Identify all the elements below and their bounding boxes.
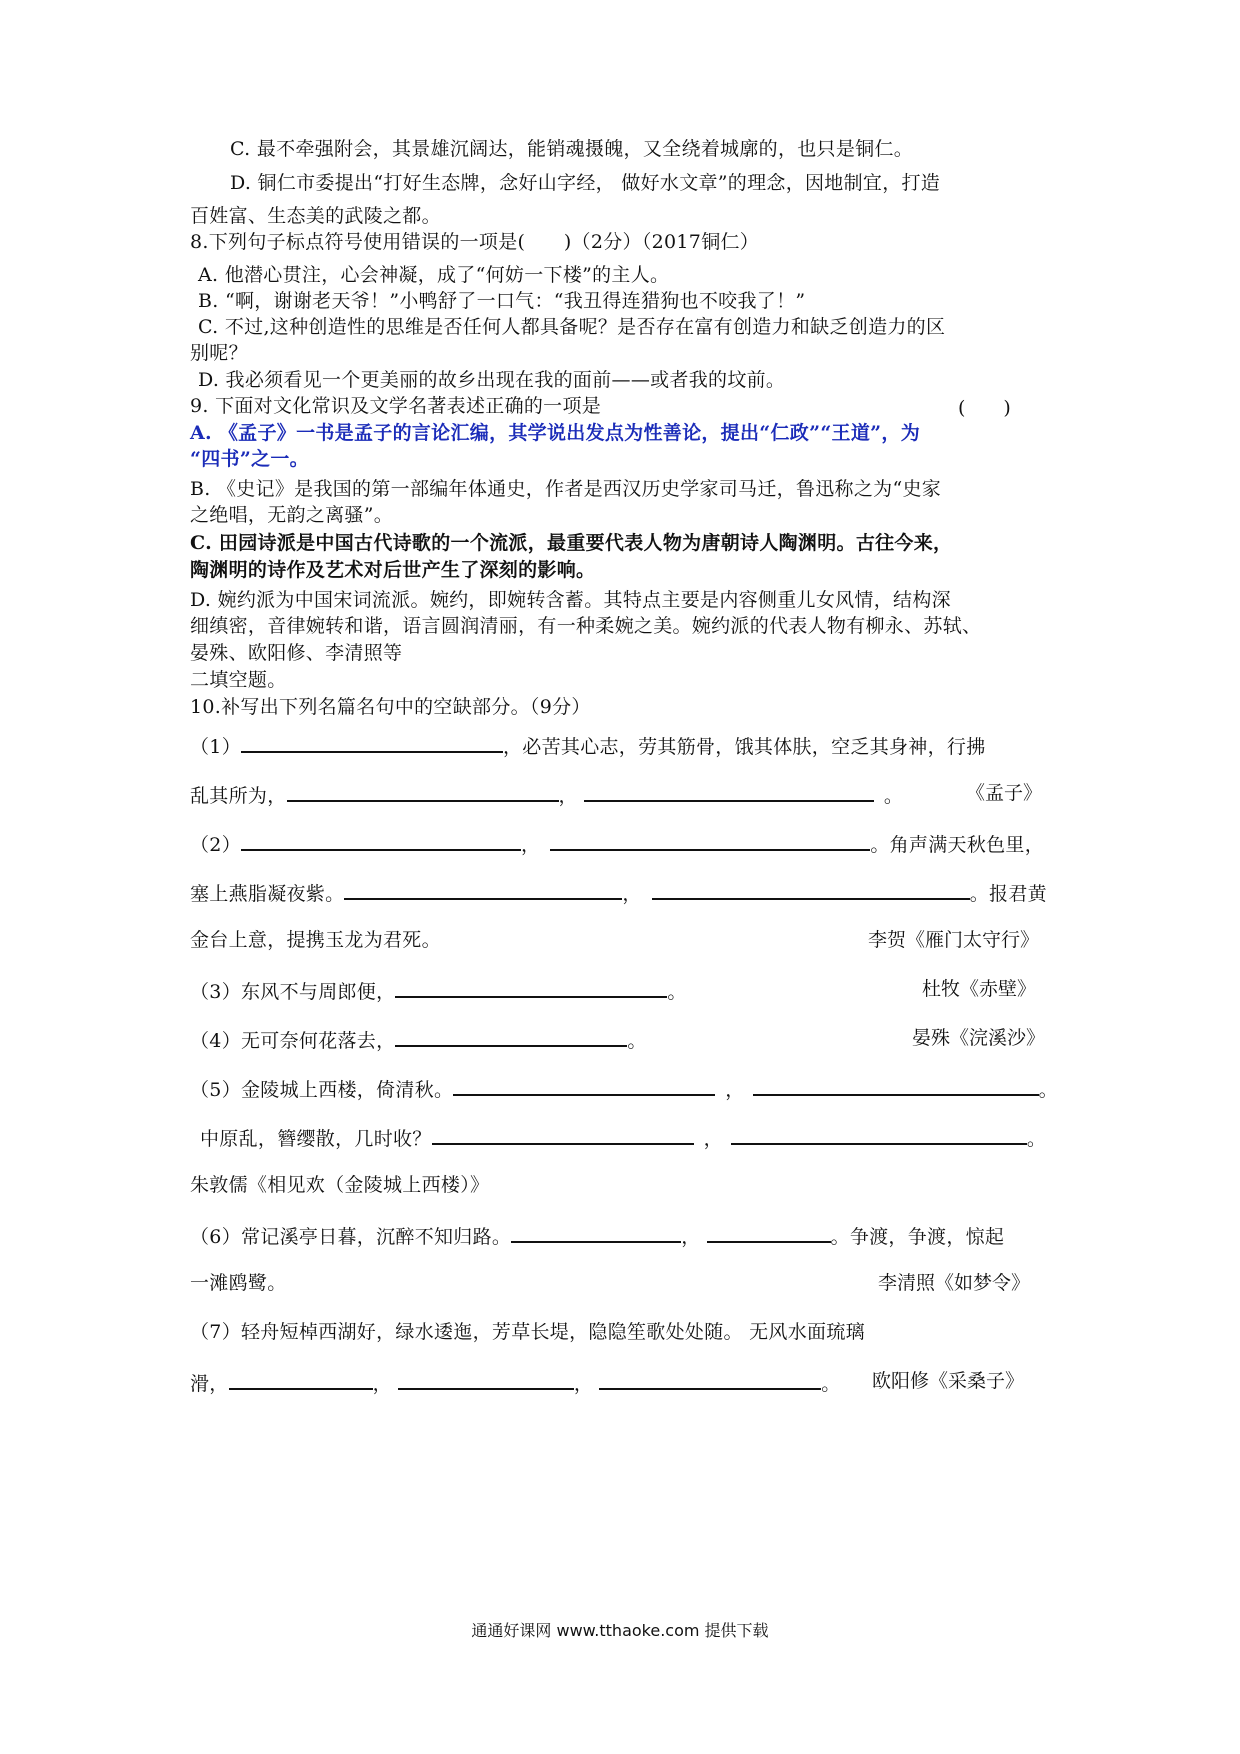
blank-7a[interactable] — [229, 1368, 373, 1390]
q8-option-b: B. “啊，谢谢老天爷！”小鸭舒了一口气：“我丑得连猎狗也不咬我了！” — [198, 290, 806, 312]
q10-item1-line1: （1） ，必苦其心志，劳其筋骨，饿其体肤，空乏其身神，行拂 — [190, 731, 986, 760]
q9-option-d-line2: 细缜密，音律婉转和谐，语言圆润清丽，有一种柔婉之美。婉约派的代表人物有柳永、苏轼、 — [190, 615, 982, 637]
blank-5d[interactable] — [731, 1123, 1027, 1145]
q9-option-b-line1: B. 《史记》是我国的第一部编年体通史，作者是西汉历史学家司马迁，鲁迅称之为“史家 — [190, 478, 942, 500]
q10-item4: （4）无可奈何花落去， 。 — [190, 1025, 647, 1054]
q9-option-d-line1: D. 婉约派为中国宋词流派。婉约，即婉转含蓄。其特点主要是内容侧重儿女风情，结构深 — [190, 589, 951, 611]
q10-item7-line2: 滑， ， ， 。 — [190, 1368, 841, 1397]
q8-stem: 8.下列句子标点符号使用错误的一项是( )（2分）（2017铜仁） — [190, 231, 760, 253]
blank-7b[interactable] — [398, 1368, 574, 1390]
q10-item2-line2: 塞上燕脂凝夜紫。 ， 。报君黄 — [190, 878, 1047, 907]
q10-item2-line3: 金台上意，提携玉龙为君死。 — [190, 929, 441, 951]
q7-option-d-line1: D. 铜仁市委提出“打好生态牌，念好山字经， 做好水文章”的理念，因地制宜，打造 — [230, 172, 941, 194]
q10-item2-source: 李贺《雁门太守行》 — [868, 929, 1040, 951]
blank-6b[interactable] — [707, 1221, 831, 1243]
q8-option-c-line2: 别呢？ — [190, 342, 248, 364]
q10-item5-source: 朱敦儒《相见欢（金陵城上西楼）》 — [190, 1174, 490, 1196]
q9-option-c-line1: C. 田园诗派是中国古代诗歌的一个流派，最重要代表人物为唐朝诗人陶渊明。古往今来， — [190, 532, 953, 554]
q10-item3: （3）东风不与周郎便， 。 — [190, 976, 687, 1005]
q10-item5-line2: 中原乱，簪缨散，几时收？ ， 。 — [200, 1123, 1046, 1152]
q7-option-d-line2: 百姓富、生态美的武陵之都。 — [190, 205, 441, 227]
q10-item6-source: 李清照《如梦令》 — [878, 1272, 1031, 1294]
blank-1c[interactable] — [584, 780, 874, 802]
q9-stem: 9. 下面对文化常识及文学名著表述正确的一项是 — [190, 395, 602, 417]
q10-item6-line1: （6）常记溪亭日暮，沉醉不知归路。 ， 。争渡，争渡，惊起 — [190, 1221, 1004, 1250]
q9-answer-paren: ( ) — [958, 397, 1011, 419]
q8-option-c-line1: C. 不过,这种创造性的思维是否任何人都具备呢？是否存在富有创造力和缺乏创造力的区 — [198, 316, 946, 338]
q10-stem: 10.补写出下列名篇名句中的空缺部分。（9分） — [190, 696, 591, 718]
blank-3[interactable] — [395, 976, 667, 998]
q9-option-d-line3: 晏殊、欧阳修、李清照等 — [190, 642, 403, 664]
q10-item7-source: 欧阳修《采桑子》 — [872, 1370, 1025, 1392]
blank-1a[interactable] — [241, 731, 503, 753]
q10-item1-source: 《孟子》 — [966, 782, 1043, 804]
page-footer: 通通好课网 www.tthaoke.com 提供下载 — [471, 1621, 769, 1640]
q7-option-c: C. 最不牵强附会，其景雄沉阔达，能销魂摄魄，又全绕着城廓的，也只是铜仁。 — [230, 138, 914, 160]
blank-2c[interactable] — [344, 878, 622, 900]
blank-1b[interactable] — [287, 780, 559, 802]
q10-item1-line2: 乱其所为， ， 。 — [190, 780, 903, 809]
q9-option-b-line2: 之绝唱，无韵之离骚”。 — [190, 504, 394, 526]
q9-option-a-line2: “四书”之一。 — [190, 448, 309, 470]
blank-7c[interactable] — [599, 1368, 821, 1390]
blank-2b[interactable] — [550, 829, 870, 851]
q10-item5-line1: （5）金陵城上西楼，倚清秋。 ， 。 — [190, 1074, 1058, 1103]
blank-5b[interactable] — [753, 1074, 1039, 1096]
blank-6a[interactable] — [511, 1221, 681, 1243]
blank-5c[interactable] — [432, 1123, 694, 1145]
q8-option-a: A. 他潜心贯注，心会神凝，成了“何妨一下楼”的主人。 — [198, 264, 670, 286]
q10-item7-line1: （7）轻舟短棹西湖好，绿水逶迤，芳草长堤，隐隐笙歌处处随。 无风水面琉璃 — [190, 1321, 865, 1343]
blank-2a[interactable] — [241, 829, 521, 851]
section-fill-blank-title: 二填空题。 — [190, 669, 287, 691]
q10-item2-line1: （2） ， 。角声满天秋色里， — [190, 829, 1044, 858]
q9-option-c-line2: 陶渊明的诗作及艺术对后世产生了深刻的影响。 — [190, 559, 596, 581]
q10-item4-source: 晏殊《浣溪沙》 — [912, 1027, 1046, 1049]
q9-option-a-line1: A. 《孟子》一书是孟子的言论汇编，其学说出发点为性善论，提出“仁政”“王道”，为 — [190, 422, 920, 444]
blank-4[interactable] — [395, 1025, 627, 1047]
q8-option-d: D. 我必须看见一个更美丽的故乡出现在我的面前——或者我的坟前。 — [198, 369, 786, 391]
blank-2d[interactable] — [652, 878, 970, 900]
blank-5a[interactable] — [453, 1074, 715, 1096]
q10-item6-line2: 一滩鸥鹭。 — [190, 1272, 287, 1294]
q10-item3-source: 杜牧《赤壁》 — [922, 978, 1037, 1000]
